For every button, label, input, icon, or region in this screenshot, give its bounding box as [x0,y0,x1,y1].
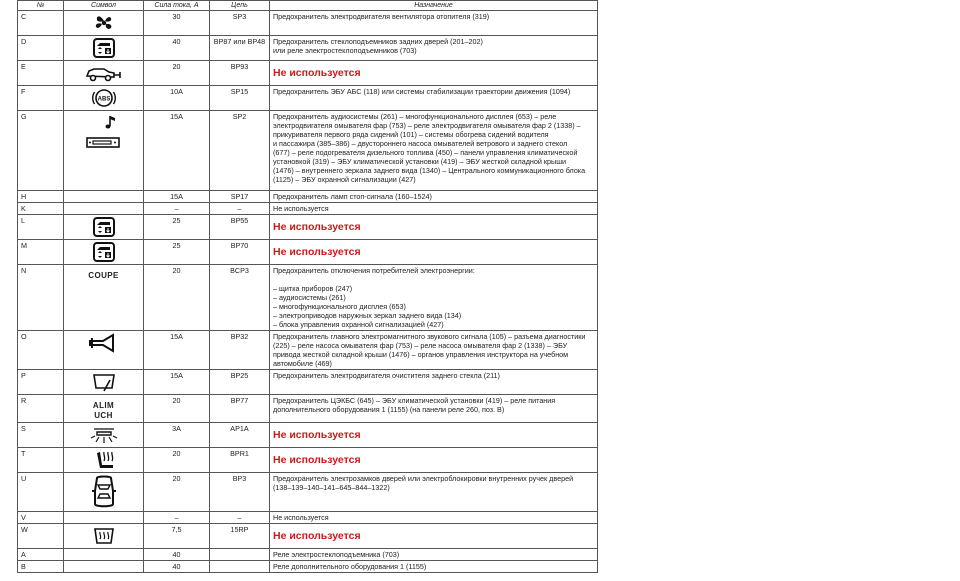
fuse-circuit: BP55 [210,215,270,240]
fuse-current: – [144,512,210,524]
fuse-current: 3A [144,423,210,448]
fuse-purpose: Не используется [270,203,598,215]
symbol-label: ALIM UCH [92,401,115,420]
fuse-num: T [18,448,64,473]
header-num: № [18,1,64,11]
fuse-circuit [210,549,270,561]
audio-icon [67,112,140,152]
table-row [18,61,598,86]
fuse-symbol [64,203,144,215]
unused-label: Не используется [273,221,361,233]
fuse-num: O [18,331,64,370]
fuse-current: 20 [144,61,210,86]
fuse-purpose: Предохранитель главного электромагнитного звукового сигнала (105) – разъема диагностики (225) – реле насоса омывателя фар (753) – реле насоса омывателя фар 2 (1338) – ЭБУ привода жесткой складной крыши (1476) – органов управления инструктора на учебном автомобиле (469) [270,331,598,370]
fuse-num: R [18,395,64,423]
table-row [18,395,598,423]
fuse-num: E [18,61,64,86]
table-row [18,215,598,240]
table-row [18,36,598,61]
fuse-num: C [18,11,64,36]
fuse-num: K [18,203,64,215]
fuse-circuit: SP17 [210,191,270,203]
fuse-current: 20 [144,395,210,423]
fuse-purpose: Не используется [270,512,598,524]
table-row [18,203,598,215]
fuse-circuit: BP93 [210,61,270,86]
rear-window-lift-icon [67,37,140,59]
table-row [18,111,598,191]
fuse-num: U [18,473,64,512]
fuse-purpose: Реле электростеклоподъемника (703) [270,549,598,561]
table-row [18,86,598,111]
fuse-symbol [64,561,144,573]
fuse-purpose: Предохранитель электродвигателя очистителя заднего стекла (211) [270,370,598,395]
unused-label: Не используется [273,530,361,542]
fuse-purpose: Предохранитель отключения потребителей электроэнергии: – щитка приборов (247) – аудиосистемы (261) – многофункционального дисплея (653) – электроприводов наружных зеркал заднего вида (134) – блока управления охранной сигнализацией (427) [270,265,598,331]
table-row [18,265,598,331]
fuse-circuit: BP77 [210,395,270,423]
fuse-current: – [144,203,210,215]
rear-window-lift-icon [67,241,140,263]
fuse-current: 30 [144,11,210,36]
fuse-current: 10A [144,86,210,111]
fuse-num: W [18,524,64,549]
table-row [18,191,598,203]
table-row [18,561,598,573]
fuse-purpose: Реле дополнительного оборудования 1 (1155) [270,561,598,573]
table-row [18,473,598,512]
fuse-purpose [270,61,598,86]
symbol-label: COUPE [88,271,119,280]
fuse-num: B [18,561,64,573]
fuse-num: N [18,265,64,331]
fuse-circuit: – [210,512,270,524]
fuse-purpose: Предохранитель ЭБУ АБС (118) или системы стабилизации траектории движения (1094) [270,86,598,111]
fuse-circuit: SP2 [210,111,270,191]
header-circuit: Цепь [210,1,270,11]
fuse-purpose [270,215,598,240]
fuse-circuit: BP3 [210,473,270,512]
fuse-current: 40 [144,549,210,561]
fuse-current: 40 [144,36,210,61]
fuse-current: 7,5 [144,524,210,549]
header-row [18,1,598,11]
fuse-circuit [210,561,270,573]
fuse-current: 15A [144,370,210,395]
fuse-symbol [64,549,144,561]
fuse-purpose: Предохранитель аудиосистемы (261) – многофункционального дисплея (653) – реле электродвигателя омывателя фар (753) – реле электродвигателя омывателя фар 2 (1338) – прикуривателя первого ряда сидений (101) – системы обогрева сидений водителя и пассажира (385–386) – двустороннего насоса омывателей ветрового и заднего стекол (677) – реле подогревателя дизельного топлива (450) – панели управления климатической установкой (319) – ЭБУ климатической установки (419) – ЭБУ жесткой складной крыши (1476) – внутреннего зеркала заднего вида (1340) – Центрального коммуникационного блока (1125) – ЭБУ охранной сигнализации (427) [270,111,598,191]
fuse-num: P [18,370,64,395]
fuse-num: M [18,240,64,265]
table-row [18,240,598,265]
door-lock-icon [67,474,140,510]
fuse-circuit: AP1A [210,423,270,448]
fuse-symbol [64,36,144,61]
fuse-circuit: BP25 [210,370,270,395]
fuse-num: H [18,191,64,203]
fuse-circuit: – [210,203,270,215]
table-row [18,370,598,395]
table-row [18,11,598,36]
fuse-symbol [64,86,144,111]
fuse-symbol [64,448,144,473]
fuse-circuit: BCP3 [210,265,270,331]
header-symbol: Символ [64,1,144,11]
unused-label: Не используется [273,246,361,258]
unused-label: Не используется [273,67,361,79]
fuse-purpose [270,448,598,473]
svg-text:ABS: ABS [97,96,110,103]
fuse-circuit: SP3 [210,11,270,36]
fuse-current: 25 [144,240,210,265]
horn-icon [67,332,140,354]
fuse-circuit: BPR1 [210,448,270,473]
fuse-current: 15A [144,331,210,370]
fuse-num: V [18,512,64,524]
fuse-current: 15A [144,111,210,191]
table-row [18,331,598,370]
header-current: Сила тока, А [144,1,210,11]
fuse-symbol [64,111,144,191]
fuse-circuit: SP15 [210,86,270,111]
fuse-current: 25 [144,215,210,240]
table-row [18,423,598,448]
fuse-purpose: Предохранитель ламп стоп-сигнала (160–1524) [270,191,598,203]
fuse-circuit: 15RP [210,524,270,549]
fuse-symbol [64,473,144,512]
fuse-symbol [64,265,144,331]
fuse-symbol [64,215,144,240]
table-row [18,524,598,549]
fuse-purpose [270,423,598,448]
fuse-purpose [270,240,598,265]
rear-defrost-icon [67,525,140,547]
fuse-num: A [18,549,64,561]
fuse-current: 20 [144,473,210,512]
unused-label: Не используется [273,454,361,466]
fuse-symbol [64,331,144,370]
fuse-symbol [64,524,144,549]
fuse-current: 15A [144,191,210,203]
heated-seat-icon [67,449,140,471]
fuse-current: 20 [144,265,210,331]
fuse-circuit: BP32 [210,331,270,370]
fuse-num: S [18,423,64,448]
fuse-symbol [64,191,144,203]
fuse-purpose [270,524,598,549]
table-row [18,512,598,524]
fuse-current: 20 [144,448,210,473]
fuse-num: G [18,111,64,191]
unused-label: Не используется [273,429,361,441]
fuse-symbol [64,61,144,86]
fuse-num: D [18,36,64,61]
fuse-purpose: Предохранитель стеклоподъемников задних дверей (201–202) или реле электростеклоподъемников (703) [270,36,598,61]
fuse-symbol [64,240,144,265]
table-row [18,549,598,561]
fuse-purpose: Предохранитель электродвигателя вентилятора отопителя (319) [270,11,598,36]
interior-light-icon [67,424,140,446]
fuse-table [17,0,598,573]
table-row [18,448,598,473]
fuse-purpose: Предохранитель ЦЭКБС (645) – ЭБУ климатической установки (419) – реле питания дополнительного оборудования 1 (1155) (на панели реле 260, поз. B) [270,395,598,423]
fuse-current: 40 [144,561,210,573]
fuse-symbol [64,512,144,524]
fuse-circuit: BP87 или BP48 [210,36,270,61]
fan-icon [67,12,140,34]
fuse-symbol [64,395,144,423]
fuse-circuit: BP70 [210,240,270,265]
rear-wiper-icon [67,371,140,393]
fuse-symbol [64,11,144,36]
abs-icon [67,87,140,109]
fuse-symbol [64,423,144,448]
rear-window-lift-icon [67,216,140,238]
fuse-num: F [18,86,64,111]
fuse-purpose: Предохранитель электрозамков дверей или электроблокировки внутренних ручек дверей (138–139–140–141–645–844–1322) [270,473,598,512]
car-trailer-icon [67,62,140,84]
fuse-symbol [64,370,144,395]
fuse-num: L [18,215,64,240]
header-purpose: Назначение [270,1,598,11]
